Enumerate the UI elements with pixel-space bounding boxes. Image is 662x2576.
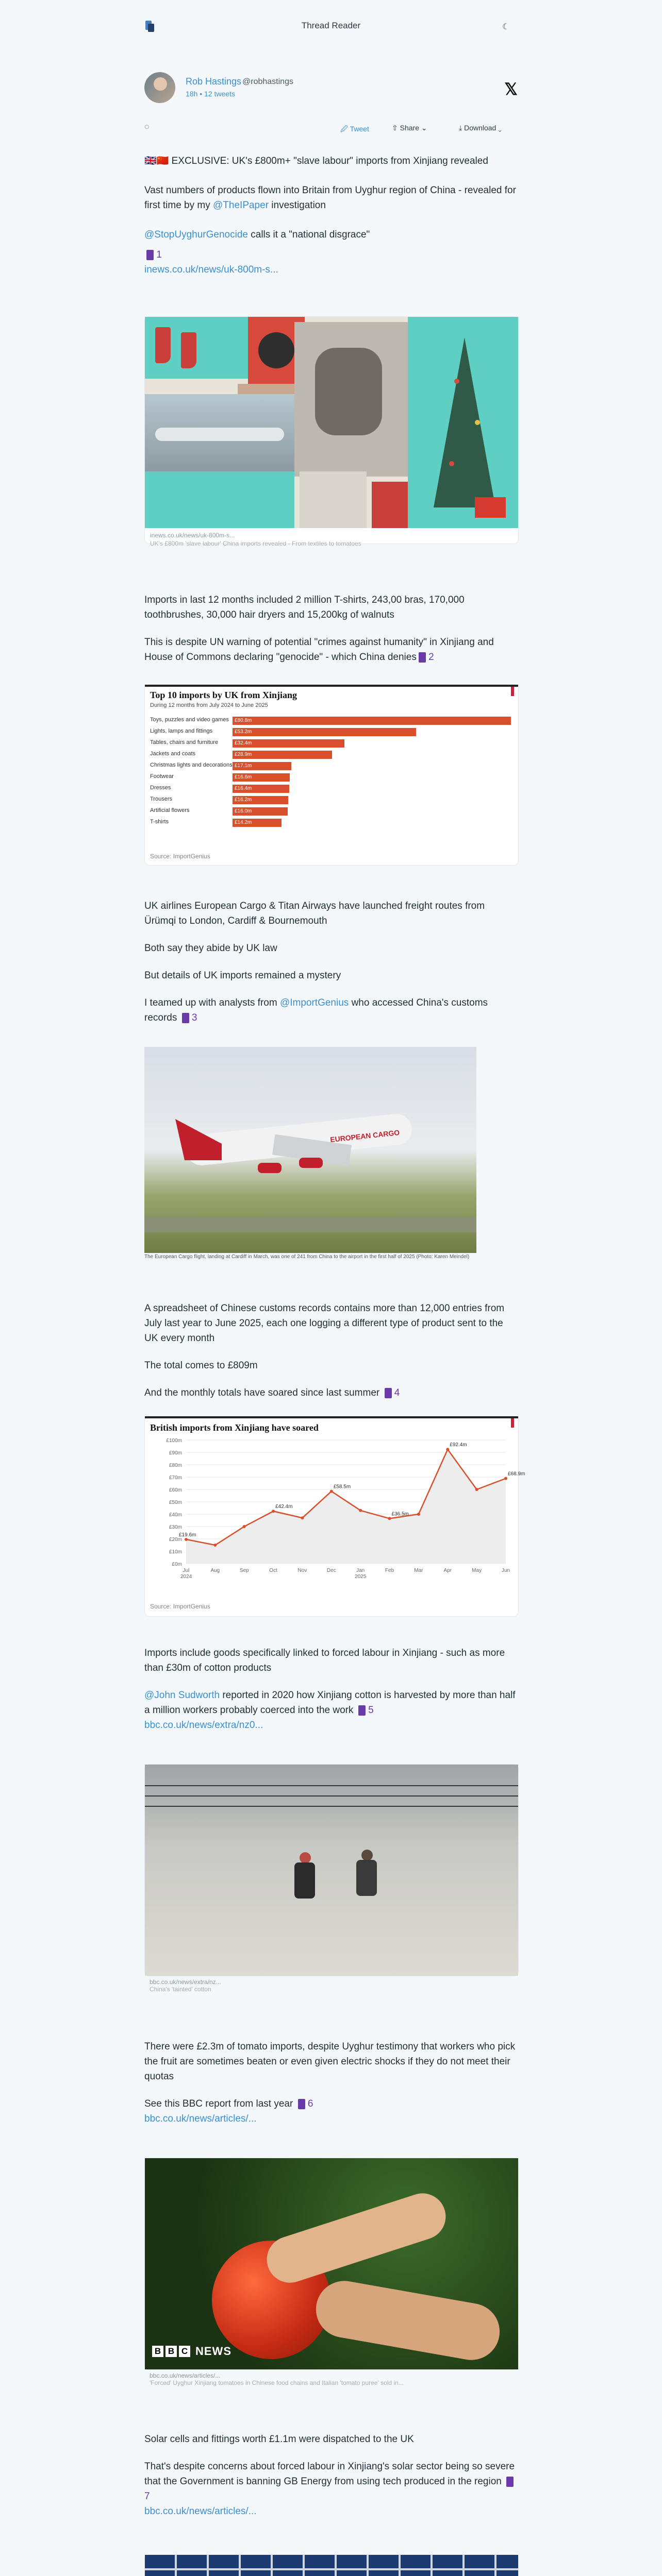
tweet-number[interactable]: 3 <box>191 1012 197 1023</box>
tweet-1-text: Vast numbers of products flown into Britain from Uyghur region of China - revealed for first time by my <box>144 185 516 211</box>
link-card-6[interactable] <box>144 2158 519 2370</box>
link-card-5[interactable] <box>144 1764 519 1976</box>
tweet-7-url[interactable]: bbc.co.uk/news/articles/... <box>144 2506 257 2517</box>
data-point <box>359 1509 362 1512</box>
unroll-icon[interactable]: ◌ <box>144 123 150 131</box>
tweet-number-icon <box>385 1388 392 1398</box>
tweet-5-para-2 <box>144 1688 518 1718</box>
tweet-2 <box>144 592 518 665</box>
y-tick-label: £50m <box>169 1500 182 1505</box>
card-6-desc: 'Forced' Uyghur Xinjiang tomatoes in Chinese food chains and Italian 'tomato puree' sold in... <box>150 2379 404 2386</box>
point-label: £36.5m <box>391 1511 409 1517</box>
bar-value-label: £17.1m <box>235 763 252 769</box>
data-point <box>446 1448 449 1451</box>
data-point <box>243 1525 246 1528</box>
y-tick-label: £60m <box>169 1487 182 1493</box>
photo-caption: The European Cargo flight, landing at Cardiff in March, was one of 241 from China to the airport in the first half of 2025 (Photo: Karen Meindel) <box>144 1254 470 1260</box>
x-tick-label: Apr <box>443 1568 452 1573</box>
area-fill <box>186 1449 506 1564</box>
card-5-meta <box>144 1978 518 1993</box>
point-label: £42.4m <box>275 1504 293 1510</box>
y-tick-label: £70m <box>169 1475 182 1481</box>
share-button[interactable]: ⇧ Share ⌄ <box>392 124 427 132</box>
data-point <box>417 1513 420 1516</box>
card-1-caption <box>145 531 518 548</box>
tweet-number[interactable]: 5 <box>368 1705 374 1716</box>
card-1-domain: inews.co.uk/news/uk-800m-s... <box>150 532 235 539</box>
tweet-1-number[interactable] <box>144 247 518 262</box>
x-tick-label: Jul <box>183 1568 190 1573</box>
solar-photo <box>145 2555 518 2576</box>
tweet-number-icon <box>419 652 426 663</box>
card-5-desc: China's 'tainted' cotton <box>150 1986 211 1993</box>
y-tick-label: £20m <box>169 1537 182 1543</box>
tweet-number[interactable]: 6 <box>307 2098 313 2109</box>
tweet-7-text: Solar cells and fittings worth £1.1m were dispatched to the UK <box>144 2434 414 2445</box>
photo-plane-card[interactable] <box>144 1047 518 1263</box>
author-handle: @robhastings <box>242 77 293 86</box>
thread-reader-logo-icon[interactable] <box>144 20 156 33</box>
tweet-5 <box>144 1646 518 1733</box>
tweet-1-headline: 🇬🇧🇨🇳 EXCLUSIVE: UK's £800m+ "slave labour" imports from Xinjiang revealed <box>144 156 488 166</box>
tweet-1 <box>144 154 518 277</box>
y-tick-label: £100m <box>166 1438 182 1444</box>
bar-label: Artificial flowers <box>150 807 190 814</box>
bar-value-label: £16.2m <box>235 797 252 803</box>
data-point <box>272 1510 275 1513</box>
y-tick-label: £40m <box>169 1512 182 1518</box>
toolbar <box>144 122 518 137</box>
cotton-photo <box>145 1765 518 1976</box>
x-tick-label: Nov <box>297 1568 307 1573</box>
chart-2-source: Source: ImportGenius <box>150 1603 210 1610</box>
point-label: £58.5m <box>333 1484 351 1490</box>
bar-label: Christmas lights and decorations <box>150 762 233 768</box>
bar-value-label: £14.2m <box>235 820 252 825</box>
tweet-number: 1 <box>156 249 162 260</box>
tweet-3 <box>144 899 518 1025</box>
x-tick-label: Aug <box>210 1568 220 1573</box>
time-ago: 18h <box>186 90 198 98</box>
tweet-6 <box>144 2039 518 2126</box>
share-label: Share <box>400 124 419 132</box>
tweet-button[interactable]: 🖉 Tweet <box>340 125 369 133</box>
author-meta <box>186 90 235 98</box>
bar-label: Tables, chairs and furniture <box>150 739 219 745</box>
line-chart-card <box>144 1416 525 1617</box>
meta-separator: • <box>200 90 203 98</box>
tweet-6-url[interactable]: bbc.co.uk/news/articles/... <box>144 2113 257 2124</box>
data-point <box>330 1490 333 1493</box>
tweet-number-icon <box>298 2099 305 2109</box>
download-button[interactable]: ⤓ Download ⌄ <box>459 124 502 132</box>
card-6-meta <box>144 2372 518 2386</box>
x-tick-label: Jun <box>501 1568 510 1573</box>
bar-value-label: £32.4m <box>235 740 252 746</box>
bar-value-label: £28.9m <box>235 752 252 757</box>
mention-link[interactable]: @TheIPaper <box>213 200 269 211</box>
avatar[interactable] <box>144 72 175 103</box>
tweet-2-text-2: This is despite UN warning of potential "crimes against humanity" in Xinjiang and House of Commons declaring "genocide" - which China denies <box>144 637 494 663</box>
bar <box>233 739 344 748</box>
bar <box>233 773 290 782</box>
tweet-3-text: UK airlines European Cargo & Titan Airways have launched freight routes from Ürümqi to London, Cardiff & Bournemouth <box>144 901 485 926</box>
bar-label: Jackets and coats <box>150 751 196 757</box>
bar-label: Dresses <box>150 785 171 791</box>
tweet-6-text: There were £2.3m of tomato imports, despite Uyghur testimony that workers who pick the fruit are sometimes beaten or even given electric shocks if they do not meet their quotas <box>144 2041 516 2082</box>
card-5-domain: bbc.co.uk/news/extra/nz... <box>150 1978 221 1986</box>
dark-mode-icon[interactable]: ☾ <box>502 23 510 31</box>
x-tick-label: Mar <box>414 1568 423 1573</box>
data-point <box>504 1477 507 1480</box>
x-tick-label: Jan <box>356 1568 365 1573</box>
bbc-news-label: NEWS <box>195 2345 231 2358</box>
tweet-4-para-3 <box>144 1385 518 1400</box>
tweet-label: Tweet <box>350 125 369 133</box>
bar-label: T-shirts <box>150 819 169 825</box>
point-label: £68.9m <box>508 1471 525 1477</box>
tweet-number[interactable]: 7 <box>144 2491 150 2502</box>
bar-label: Footwear <box>150 773 174 779</box>
tweet-4 <box>144 1301 518 1400</box>
data-point <box>388 1517 391 1520</box>
bar-value-label: £16.6m <box>235 774 252 780</box>
tweet-5-text: Imports include goods specifically linked to forced labour in Xinjiang - such as more than £30m of cotton products <box>144 1648 505 1673</box>
tweet-6-para-2 <box>144 2096 518 2111</box>
tweet-1-para <box>144 183 518 213</box>
tweet-3-text-4-tail: who accessed China's customs records <box>144 997 488 1023</box>
tweet-1-url[interactable]: inews.co.uk/news/uk-800m-s... <box>144 264 278 275</box>
bar-value-label: £16.4m <box>235 786 252 791</box>
tweet-number[interactable]: 4 <box>394 1387 400 1398</box>
bar-value-label: £80.8m <box>235 718 252 723</box>
bar <box>233 762 291 770</box>
author-block <box>144 72 518 109</box>
tweet-7-para-2 <box>144 2459 518 2504</box>
y-tick-label: £90m <box>169 1450 182 1456</box>
x-tick-year: 2025 <box>355 1574 367 1580</box>
bar-label: Trousers <box>150 796 172 802</box>
card-1-image <box>145 317 518 528</box>
tweet-6-text-2: See this BBC report from last year <box>144 2098 293 2109</box>
download-label: Download <box>464 124 496 132</box>
tweet-7 <box>144 2432 518 2519</box>
x-tick-label: Dec <box>326 1568 336 1573</box>
tweet-1-text-tail: investigation <box>269 200 326 211</box>
bar-value-label: £53.2m <box>235 729 252 735</box>
tomato-photo <box>145 2158 518 2369</box>
bar <box>233 807 288 816</box>
top-bar <box>0 0 662 52</box>
bbc-news-logo: B B C NEWS <box>152 2345 231 2358</box>
y-tick-label: £80m <box>169 1463 182 1468</box>
tweet-3-text-3: But details of UK imports remained a mystery <box>144 970 341 981</box>
mention-link[interactable]: @StopUyghurGenocide <box>144 229 248 240</box>
tweet-3-text-2: Both say they abide by UK law <box>144 943 277 954</box>
y-tick-label: £0m <box>172 1562 182 1567</box>
tweet-4-text-2: The total comes to £809m <box>144 1360 258 1371</box>
bar-label: Lights, lamps and fittings <box>150 728 213 734</box>
bar-label: Toys, puzzles and video games <box>150 717 229 723</box>
author-name[interactable]: Rob Hastings <box>186 76 242 87</box>
mention-link[interactable]: @John Sudworth <box>144 1690 220 1701</box>
plane-photo: EUROPEAN CARGO <box>144 1047 476 1253</box>
card-6-domain: bbc.co.uk/news/articles/... <box>150 2372 221 2379</box>
bar <box>233 819 282 827</box>
bar-value-label: £16.0m <box>235 808 252 814</box>
x-tick-label: May <box>472 1568 482 1573</box>
bar <box>233 785 289 793</box>
tweet-5-url[interactable]: bbc.co.uk/news/extra/nz0... <box>144 1720 263 1731</box>
data-point <box>185 1538 188 1541</box>
card-1-desc: UK's £800m 'slave labour' China imports revealed - From textiles to tomatoes <box>150 540 361 547</box>
data-point <box>301 1516 304 1519</box>
chart-2-title: British imports from Xinjiang have soared <box>150 1422 319 1433</box>
bar <box>233 796 288 804</box>
tweet-number[interactable]: 2 <box>428 652 434 663</box>
y-tick-label: £10m <box>169 1549 182 1555</box>
tweet-3-para-4 <box>144 995 518 1025</box>
x-logo-icon[interactable]: 𝕏 <box>504 80 518 98</box>
tweet-3-text-4: I teamed up with analysts from <box>144 997 280 1008</box>
chart-1-source: Source: ImportGenius <box>150 853 210 860</box>
tweet-1-para-2 <box>144 227 518 242</box>
tweet-2-para <box>144 635 518 665</box>
x-tick-label: Feb <box>385 1568 394 1573</box>
tweet-5-text-2: reported in 2020 how Xinjiang cotton is harvested by more than half a million workers probably coerced into the work <box>144 1690 516 1716</box>
tweet-2-text: Imports in last 12 months included 2 million T-shirts, 243,00 bras, 170,000 toothbrushes, 30,000 hair dryers and 15,200kg of walnuts <box>144 595 465 620</box>
chart-1-title: Top 10 imports by UK from Xinjiang <box>150 690 297 700</box>
bar <box>233 717 511 725</box>
tweet-count[interactable]: 12 tweets <box>204 90 235 98</box>
tweet-number-icon <box>146 250 154 260</box>
tweet-number-icon <box>358 1705 366 1716</box>
chart-1-subtitle: During 12 months from July 2024 to June 2025 <box>150 702 268 708</box>
x-tick-year: 2024 <box>180 1574 192 1580</box>
chart-2-svg <box>145 1435 525 1610</box>
tweet-7-text-2: That's despite concerns about forced labour in Xinjiang's solar sector being so severe that the Government is banning GB Energy from using tech produced in the region <box>144 2461 515 2487</box>
link-card-7[interactable] <box>144 2554 519 2576</box>
bar <box>233 728 416 736</box>
link-card-1[interactable] <box>144 316 519 547</box>
bar <box>233 751 332 759</box>
tweet-number-icon <box>506 2477 514 2487</box>
mention-link[interactable]: @ImportGenius <box>279 997 349 1008</box>
data-point <box>475 1488 478 1491</box>
point-label: £92.4m <box>450 1442 467 1448</box>
tweet-number-icon <box>182 1013 189 1023</box>
app-title: Thread Reader <box>301 21 361 30</box>
tweet-4-text: A spreadsheet of Chinese customs records contains more than 12,000 entries from July last year to June 2025, each one logging a different type of product sent to the UK every month <box>144 1303 505 1344</box>
point-label: £19.6m <box>179 1532 196 1538</box>
data-point <box>213 1544 217 1547</box>
y-tick-label: £30m <box>169 1524 182 1530</box>
tweet-1-text-3: calls it a "national disgrace" <box>247 229 370 240</box>
tweet-4-text-3: And the monthly totals have soared since last summer <box>144 1387 380 1398</box>
bar-chart-card <box>144 684 519 866</box>
x-tick-label: Sep <box>239 1568 249 1573</box>
x-tick-label: Oct <box>269 1568 277 1573</box>
